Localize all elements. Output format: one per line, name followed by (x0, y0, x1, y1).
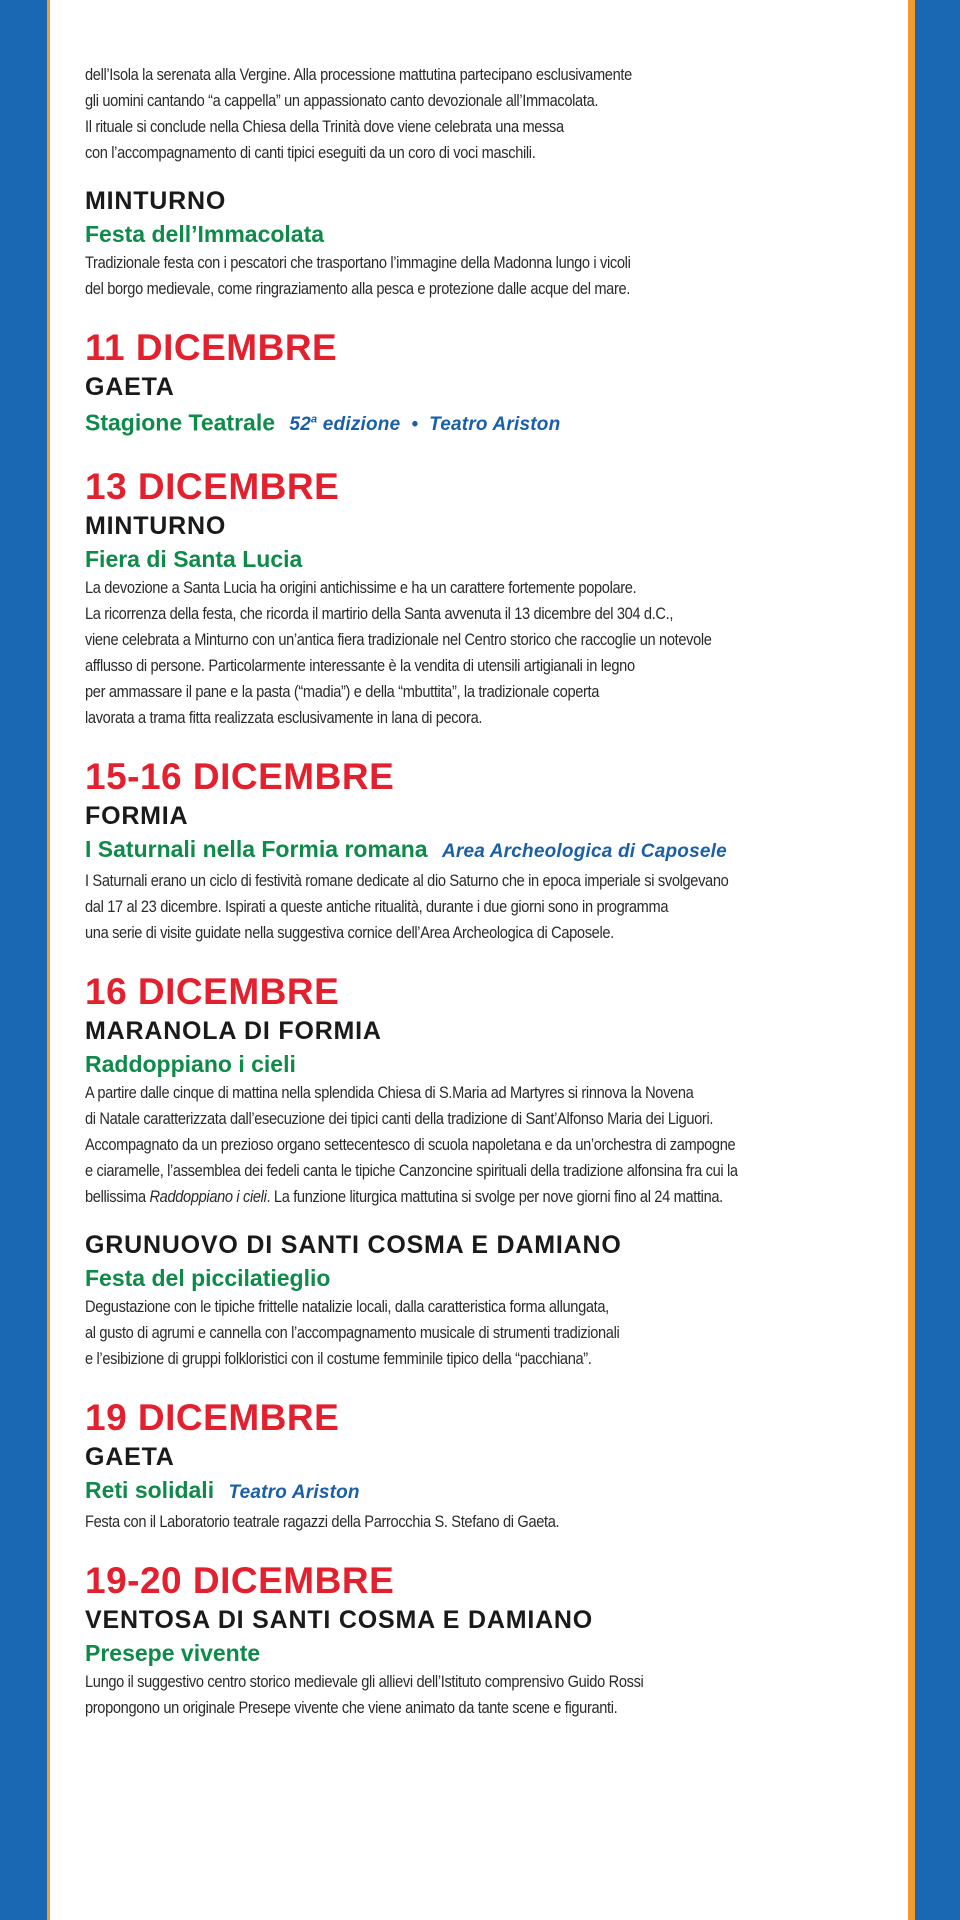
event-description (85, 1669, 885, 1721)
date-heading: 13 DICEMBRE (85, 466, 340, 508)
text-line: La devozione a Santa Lucia ha origini antichissime e ha un carattere fortemente popolare. (85, 578, 637, 598)
edition-superscript: a (310, 414, 318, 426)
text-line: dell’Isola la serenata alla Vergine. Alla processione mattutina partecipano esclusivamente (85, 65, 632, 84)
event-description (85, 1509, 885, 1535)
event-title: Festa dell’Immacolata (85, 221, 325, 247)
text-line: La ricorrenza della festa, che ricorda il martirio della Santa avvenuta il 13 dicembre del 304 d.C., (85, 604, 674, 624)
text-line: di Natale caratterizzata dall’esecuzione dei tipici canti della tradizione di Sant’Alfonso Maria dei Liguori. (85, 1109, 714, 1129)
section-15-16-dicembre (85, 755, 885, 946)
event-description (85, 1294, 885, 1372)
edition-venue: edizione • Teatro Ariston (317, 414, 561, 436)
section-grunuovo (85, 1228, 885, 1372)
text-segment: . La funzione liturgica mattutina si svolge per nove giorni fino al 24 mattina. (266, 1187, 723, 1207)
event-title (85, 833, 885, 868)
right-orange-stripe (908, 0, 915, 1920)
text-line: afflusso di persone. Particolarmente interessante è la vendita di utensili artigianali in legno (85, 656, 635, 676)
text-segment: bellissima (85, 1187, 150, 1207)
place-heading: FORMIA (85, 802, 189, 831)
event-title (85, 404, 885, 441)
text-line: al gusto di agrumi e cannella con l’accompagnamento musicale di strumenti tradizionali (85, 1323, 620, 1343)
section-16-dicembre (85, 970, 885, 1210)
event-title: Raddoppiano i cieli (85, 1051, 296, 1078)
date-heading: 15-16 DICEMBRE (85, 756, 395, 798)
place-heading: MINTURNO (85, 187, 227, 215)
event-venue: Teatro Ariston (228, 1482, 360, 1504)
text-line: Tradizionale festa con i pescatori che trasportano l’immagine della Madonna lungo i vicoli (85, 253, 631, 272)
section-19-dicembre (85, 1396, 885, 1535)
event-name: I Saturnali nella Formia romana (85, 836, 428, 863)
event-name: Stagione Teatrale (85, 409, 276, 436)
date-heading: 11 DICEMBRE (85, 327, 338, 368)
event-description (85, 1080, 885, 1210)
text-line: I Saturnali erano un ciclo di festività romane dedicate al dio Saturno che in epoca imperiale si svolgevano (85, 871, 729, 891)
event-description (85, 575, 885, 731)
edition-number: 52 (289, 414, 311, 436)
place-heading: GAETA (85, 1443, 175, 1472)
text-line: e ciaramelle, l’assemblea dei fedeli canta le tipiche Canzoncine spirituali della tradizione alfonsina fra cui la (85, 1161, 738, 1181)
text-line: Il rituale si conclude nella Chiesa della Trinità dove viene celebrata una messa (85, 117, 564, 136)
text-line: una serie di visite guidate nella suggestiva cornice dell’Area Archeologica di Caposele. (85, 923, 614, 943)
text-line: Lungo il suggestivo centro storico medievale gli allievi dell’Istituto comprensivo Guido Rossi (85, 1672, 644, 1692)
event-title: Festa del piccilatieglio (85, 1265, 331, 1292)
text-line: propongono un originale Presepe vivente che viene animato da tante scene e figuranti. (85, 1698, 618, 1718)
text-line: gli uomini cantando “a cappella” un appassionato canto devozionale all’Immacolata. (85, 91, 599, 110)
event-description (85, 868, 885, 946)
italic-title: Raddoppiano i cieli (149, 1187, 267, 1207)
place-heading: MINTURNO (85, 512, 227, 541)
date-heading: 19-20 DICEMBRE (85, 1560, 395, 1602)
intro-paragraph (85, 62, 885, 166)
text-line: Festa con il Laboratorio teatrale ragazzi della Parrocchia S. Stefano di Gaeta. (85, 1512, 560, 1532)
text-line: dal 17 al 23 dicembre. Ispirati a queste antiche ritualità, durante i due giorni sono in programma (85, 897, 669, 917)
text-line: per ammassare il pane e la pasta (“madia”) e della “mbuttita”, la tradizionale coperta (85, 682, 600, 702)
section-minturno-immacolata (85, 184, 885, 302)
text-line: viene celebrata a Minturno con un’antica fiera tradizionale nel Centro storico che raccoglie un notevole (85, 630, 712, 650)
event-title: Fiera di Santa Lucia (85, 546, 303, 573)
text-line: Accompagnato da un prezioso organo settecentesco di scuola napoletana e da un’orchestra di zampogne (85, 1135, 736, 1155)
section-11-dicembre (85, 326, 885, 441)
date-heading: 19 DICEMBRE (85, 1397, 340, 1439)
text-line: con l’accompagnamento di canti tipici eseguiti da un coro di voci maschili. (85, 143, 536, 162)
text-line (85, 1184, 885, 1210)
event-venue (289, 414, 560, 435)
text-line: lavorata a trama fitta realizzata esclusivamente in lana di pecora. (85, 708, 483, 728)
event-name: Reti solidali (85, 1477, 215, 1504)
event-venue: Area Archeologica di Caposele (441, 841, 727, 863)
text-line: e l’esibizione di gruppi folkloristici con il costume femminile tipico della “pacchiana”. (85, 1349, 592, 1369)
place-heading: MARANOLA DI FORMIA (85, 1017, 382, 1046)
section-19-20-dicembre (85, 1559, 885, 1721)
section-13-dicembre (85, 465, 885, 731)
text-line: del borgo medievale, come ringraziamento alla pesca e protezione dalle acque del mare. (85, 279, 630, 298)
event-title: Presepe vivente (85, 1640, 261, 1667)
place-heading: GAETA (85, 373, 175, 401)
text-line: A partire dalle cinque di mattina nella splendida Chiesa di S.Maria ad Martyres si rinnova la Novena (85, 1083, 694, 1103)
place-heading: VENTOSA DI SANTI COSMA E DAMIANO (85, 1606, 594, 1635)
content-column (85, 62, 885, 1721)
event-title (85, 1474, 885, 1509)
place-heading: GRUNUOVO DI SANTI COSMA E DAMIANO (85, 1231, 622, 1260)
text-line: Degustazione con le tipiche frittelle natalizie locali, dalla caratteristica forma allungata, (85, 1297, 609, 1317)
event-description (85, 250, 885, 302)
date-heading: 16 DICEMBRE (85, 971, 340, 1013)
